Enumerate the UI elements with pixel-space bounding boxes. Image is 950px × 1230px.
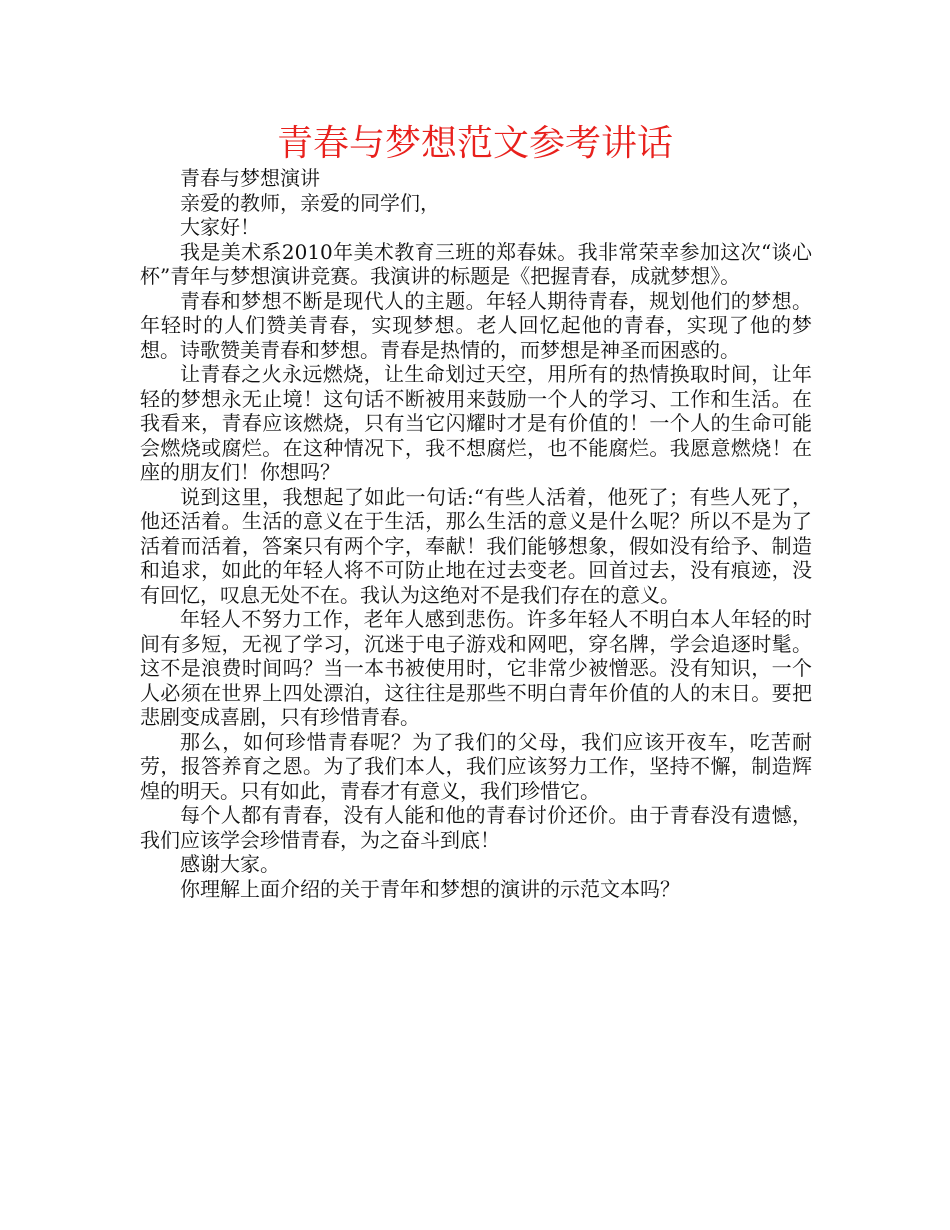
closing-question: 你理解上面介绍的关于青年和梦想的演讲的示范文本吗？	[180, 876, 680, 901]
paragraph-cherish-youth: 那么，如何珍惜青春呢？为了我们的父母，我们应该开夜车，吃苦耐劳，报答养育之恩。为了我们本人，我们应该努力工作，坚持不懈，制造辉煌的明天。只有如此，青春才有意义，我们珍惜它。	[140, 729, 812, 803]
closing-thanks: 感谢大家。	[180, 852, 280, 876]
document-body	[140, 166, 812, 901]
paragraph-theme: 青春和梦想不断是现代人的主题。年轻人期待青春，规划他们的梦想。年轻时的人们赞美青春，实现梦想。老人回忆起他的青春，实现了他的梦想。诗歌赞美青春和梦想。青春是热情的，而梦想是神圣而困惑的。	[140, 288, 812, 362]
salutation: 亲爱的教师，亲爱的同学们，	[180, 190, 440, 215]
paragraph-burning-youth: 让青春之火永远燃烧，让生命划过天空，用所有的热情换取时间，让年轻的梦想永无止境！这句话不断被用来鼓励一个人的学习、工作和生活。在我看来，青春应该燃烧，只有当它闪耀时才是有价值的！一个人的生命可能会燃烧或腐烂。在这种情况下，我不想腐烂，也不能腐烂。我愿意燃烧！在座的朋友们！你想吗？	[140, 362, 812, 484]
greeting: 大家好！	[180, 215, 260, 239]
document-title: 青春与梦想范文参考讲话	[276, 123, 673, 164]
paragraph-wasted-youth: 年轻人不努力工作，老年人感到悲伤。许多年轻人不明白本人年轻的时间有多短，无视了学习，沉迷于电子游戏和网吧，穿名牌，学会追逐时髦。这不是浪费时间吗？当一本书被使用时，它非常少被憎恶。没有知识，一个人必须在世界上四处漂泊，这往往是那些不明白青年价值的人的末日。要把悲剧变成喜剧，只有珍惜青春。	[140, 607, 812, 729]
speech-heading: 青春与梦想演讲	[180, 166, 320, 190]
paragraph-introduction: 我是美术系2010年美术教育三班的郑春妹。我非常荣幸参加这次“谈心杯”青年与梦想演讲竞赛。我演讲的标题是《把握青春，成就梦想》。	[140, 239, 812, 288]
paragraph-no-regrets: 每个人都有青春，没有人能和他的青春讨价还价。由于青春没有遗憾，我们应该学会珍惜青春，为之奋斗到底！	[140, 803, 812, 852]
paragraph-meaning-of-life: 说到这里，我想起了如此一句话:“有些人活着，他死了；有些人死了，他还活着。生活的意义在于生活，那么生活的意义是什么呢？所以不是为了活着而活着，答案只有两个字，奉献！我们能够想象，假如没有给予、制造和追求，如此的年轻人将不可防止地在过去变老。回首过去，没有痕迹，没有回忆，叹息无处不在。我认为这绝对不是我们存在的意义。	[140, 484, 812, 607]
